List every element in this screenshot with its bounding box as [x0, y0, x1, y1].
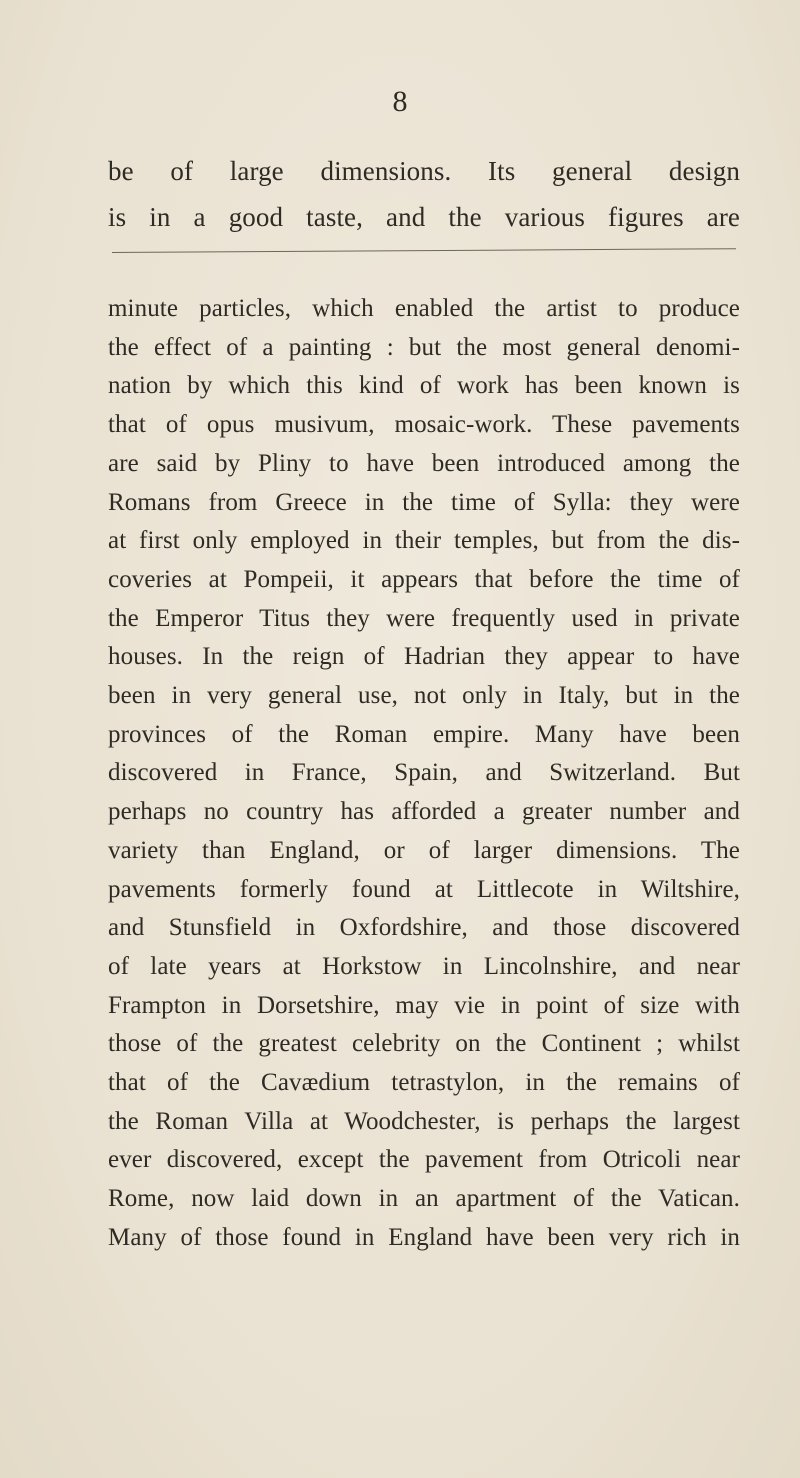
text-line: the Emperor Titus they were frequently used in private [108, 604, 740, 632]
text-line: Frampton in Dorsetshire, may vie in point of size with [108, 991, 740, 1019]
text-line: nation by which this kind of work has been known is [108, 372, 740, 400]
text-line: minute particles, which enabled the artist to produce [108, 295, 740, 322]
text-line: is in a good taste, and the various figures are [108, 202, 740, 232]
text-line: Romans from Greece in the time of Sylla: they were [108, 488, 740, 516]
text-line: Many of those found in England have been very rich in [108, 1223, 740, 1251]
text-line: are said by Pliny to have been introduced among the [108, 449, 740, 477]
text-line: that of opus musivum, mosaic-work. These pavements [108, 411, 740, 439]
text-line: pavements formerly found at Littlecote in Wiltshire, [108, 875, 740, 903]
text-line: the Roman Villa at Woodchester, is perhaps the largest [108, 1107, 740, 1135]
body-text-block [108, 290, 740, 1258]
text-line: the effect of a painting : but the most general denomi- [108, 333, 740, 361]
top-text-block [108, 148, 740, 240]
text-line: that of the Cavædium tetrastylon, in the remains of [108, 1069, 740, 1097]
page-number: 8 [392, 85, 408, 118]
horizontal-rule [112, 248, 736, 253]
text-line: ever discovered, except the pavement from Otricoli near [108, 1146, 740, 1174]
text-line: those of the greatest celebrity on the Continent ; whilst [108, 1030, 740, 1058]
text-line: houses. In the reign of Hadrian they appear to have [108, 643, 740, 671]
text-line: discovered in France, Spain, and Switzerland. But [108, 759, 740, 787]
text-line: Rome, now laid down in an apartment of the Vatican. [108, 1185, 740, 1213]
text-line: perhaps no country has afforded a greater number and [108, 798, 740, 826]
text-line: be of large dimensions. Its general design [108, 156, 740, 186]
text-line: coveries at Pompeii, it appears that before the time of [108, 565, 740, 593]
text-line: been in very general use, not only in Italy, but in the [108, 682, 740, 710]
text-line: provinces of the Roman empire. Many have been [108, 720, 740, 748]
text-line: of late years at Horkstow in Lincolnshire, and near [108, 952, 740, 980]
text-line: variety than England, or of larger dimensions. The [108, 836, 740, 864]
text-line: at first only employed in their temples, but from the dis- [108, 527, 740, 555]
text-line: and Stunsfield in Oxfordshire, and those discovered [108, 914, 740, 942]
